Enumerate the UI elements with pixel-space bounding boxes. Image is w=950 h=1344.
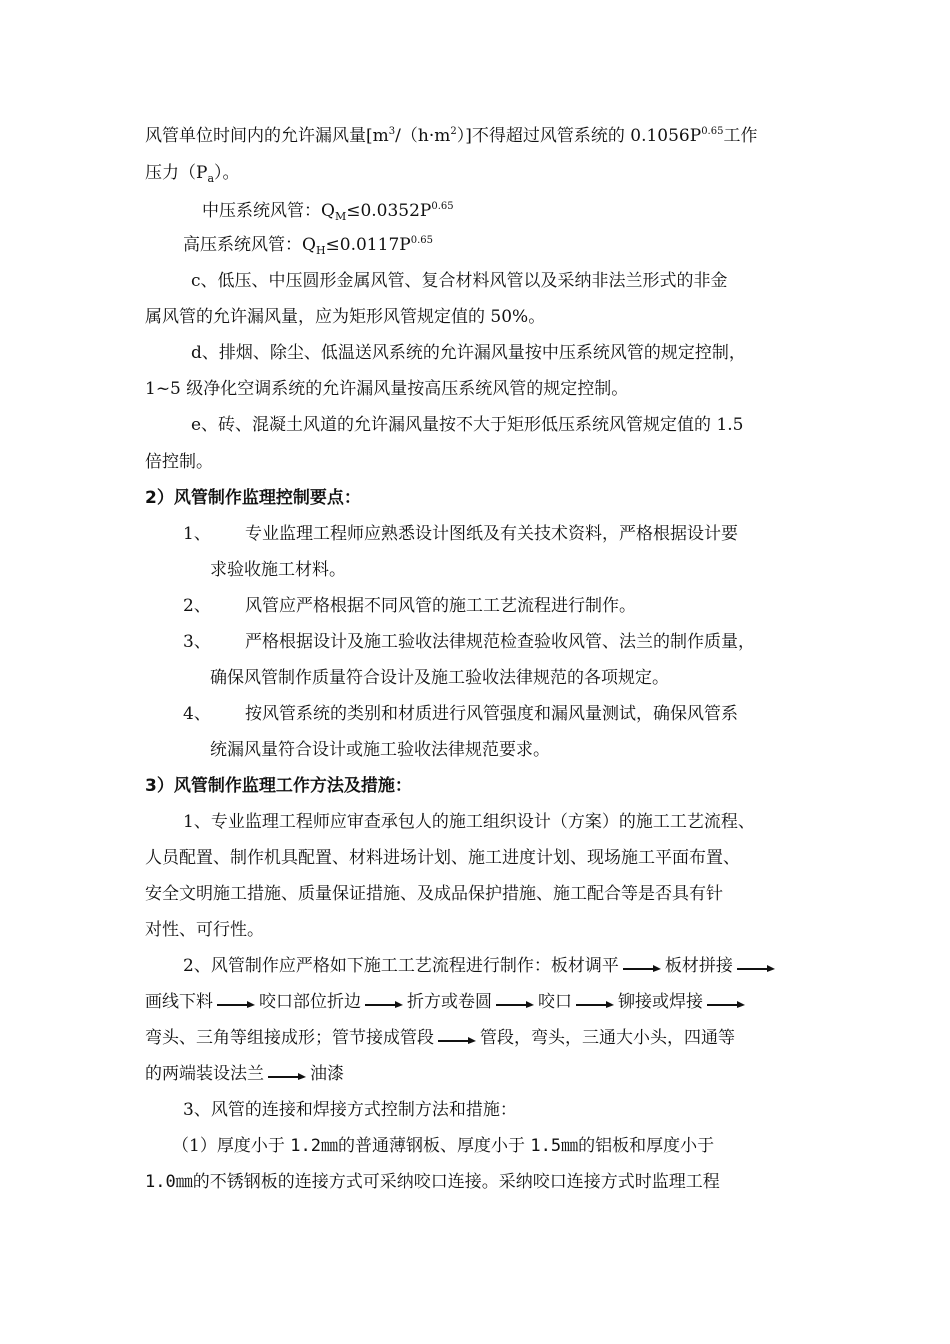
text: 压力（P	[145, 163, 208, 183]
para-c-line-1: c、低压、中压圆形金属风管、复合材料风管以及采纳非法兰形式的非金	[191, 271, 728, 291]
formula-high-pressure	[183, 234, 433, 256]
text: 铆接或焊接	[618, 992, 703, 1012]
text: ）。	[214, 163, 240, 183]
subscript: H	[315, 244, 326, 257]
number: 1.5	[530, 1136, 562, 1156]
text: ≤0.0352P	[346, 201, 432, 221]
list-item-1-number: 1、	[183, 524, 211, 544]
para-leakage-line-1	[145, 125, 757, 147]
list-item-1-line-1: 专业监理工程师应熟悉设计图纸及有关技术资料，严格根据设计要	[245, 524, 738, 544]
arrow-right-icon	[707, 998, 745, 1008]
para-d-line-1: d、排烟、除尘、低温送风系统的允许漏风量按中压系统风管的规定控制，	[191, 343, 746, 363]
list-item-1-line-2: 求验收施工材料。	[210, 560, 346, 580]
text: 弯头、三角等组接成形；管节接成管段	[145, 1028, 434, 1048]
text: ≤0.0117P	[325, 235, 411, 255]
para-d-line-2: 1~5 级净化空调系统的允许漏风量按高压系统风管的规定控制。	[145, 379, 629, 399]
arrow-right-icon	[623, 962, 661, 972]
para-e-line-1: e、砖、混凝土风道的允许漏风量按不大于矩形低压系统风管规定值的 1.5	[191, 415, 744, 435]
list-item-4-line-2: 统漏风量符合设计或施工验收法律规范要求。	[210, 740, 550, 760]
text: 折方或卷圆	[407, 992, 492, 1012]
text: 高压系统风管：Q	[183, 235, 316, 255]
text: 的两端装设法兰	[145, 1064, 264, 1084]
text: 中压系统风管：Q	[202, 201, 335, 221]
superscript: 3	[388, 126, 396, 137]
list-item-2-line-1: 风管应严格根据不同风管的施工工艺流程进行制作。	[245, 596, 636, 616]
text: ㎜的不锈钢板的连接方式可采纳咬口连接。采纳咬口连接方式时监理工程	[175, 1172, 720, 1192]
superscript: 0.65	[410, 235, 433, 246]
step-4-line-2	[145, 1171, 720, 1193]
list-item-4-line-1: 按风管系统的类别和材质进行风管强度和漏风量测试，确保风管系	[245, 704, 738, 724]
list-item-3-line-1: 严格根据设计及施工验收法律规范检查验收风管、法兰的制作质量，	[245, 632, 755, 652]
text: 咬口部位折边	[259, 992, 361, 1012]
subscript: a	[207, 172, 215, 185]
text: ）]不得超过风管系统的 0.1056P	[456, 126, 702, 146]
superscript: 0.65	[431, 201, 454, 212]
para-e-line-2: 倍控制。	[145, 452, 213, 472]
list-item-4-number: 4、	[183, 704, 211, 724]
para-leakage-line-2	[145, 162, 240, 184]
para-c-line-2: 属风管的允许漏风量，应为矩形风管规定值的 50%。	[145, 307, 546, 327]
arrow-right-icon	[217, 998, 255, 1008]
arrow-right-icon	[438, 1034, 476, 1044]
list-item-3-line-2: 确保风管制作质量符合设计及施工验收法律规范的各项规定。	[210, 668, 669, 688]
text: ㎜的铝板和厚度小于	[561, 1136, 715, 1156]
step-3-line-1: 3、风管的连接和焊接方式控制方法和措施：	[183, 1100, 517, 1120]
step-1-line-1: 1、专业监理工程师应审查承包人的施工组织设计（方案）的施工工艺流程、	[183, 812, 755, 832]
step-1-line-3: 安全文明施工措施、质量保证措施、及成品保护措施、施工配合等是否具有针	[145, 884, 723, 904]
arrow-right-icon	[576, 998, 614, 1008]
subscript: M	[334, 210, 347, 223]
text: 板材拼接	[664, 956, 733, 976]
step-1-line-4: 对性、可行性。	[145, 920, 264, 940]
list-item-2-number: 2、	[183, 596, 211, 616]
text: 2、风管制作应严格如下施工工艺流程进行制作：板材调平	[183, 956, 619, 976]
number: 1.0	[145, 1172, 176, 1192]
number: 1.2	[290, 1136, 321, 1156]
list-item-3-number: 3、	[183, 632, 211, 652]
step-2-line-3	[145, 1027, 735, 1049]
text: 工作	[723, 126, 758, 146]
text: ㎜的普通薄钢板、厚度小于	[320, 1136, 531, 1156]
step-2-line-2	[145, 991, 749, 1013]
arrow-right-icon	[737, 962, 775, 972]
text: （1）厚度小于	[172, 1136, 291, 1156]
superscript: 2	[450, 126, 457, 137]
formula-medium-pressure	[202, 200, 454, 222]
text: /（h·m	[395, 126, 451, 146]
step-2-line-4	[145, 1063, 344, 1085]
arrow-right-icon	[496, 998, 534, 1008]
step-4-line-1	[172, 1135, 714, 1157]
text: 画线下料	[145, 992, 213, 1012]
text: 管段，弯头，三通大小头，四通等	[480, 1028, 735, 1048]
arrow-right-icon	[365, 998, 403, 1008]
text: 咬口	[538, 992, 572, 1012]
text: 油漆	[310, 1064, 344, 1084]
arrow-right-icon	[268, 1070, 306, 1080]
step-1-line-2: 人员配置、制作机具配置、材料进场计划、施工进度计划、现场施工平面布置、	[145, 848, 740, 868]
section-heading-3: 3）风管制作监理工作方法及措施：	[145, 776, 412, 796]
section-heading-2: 2）风管制作监理控制要点：	[145, 488, 361, 508]
step-2-line-1	[183, 955, 779, 977]
superscript: 0.65	[701, 126, 724, 137]
text: 风管单位时间内的允许漏风量[m	[145, 126, 389, 146]
